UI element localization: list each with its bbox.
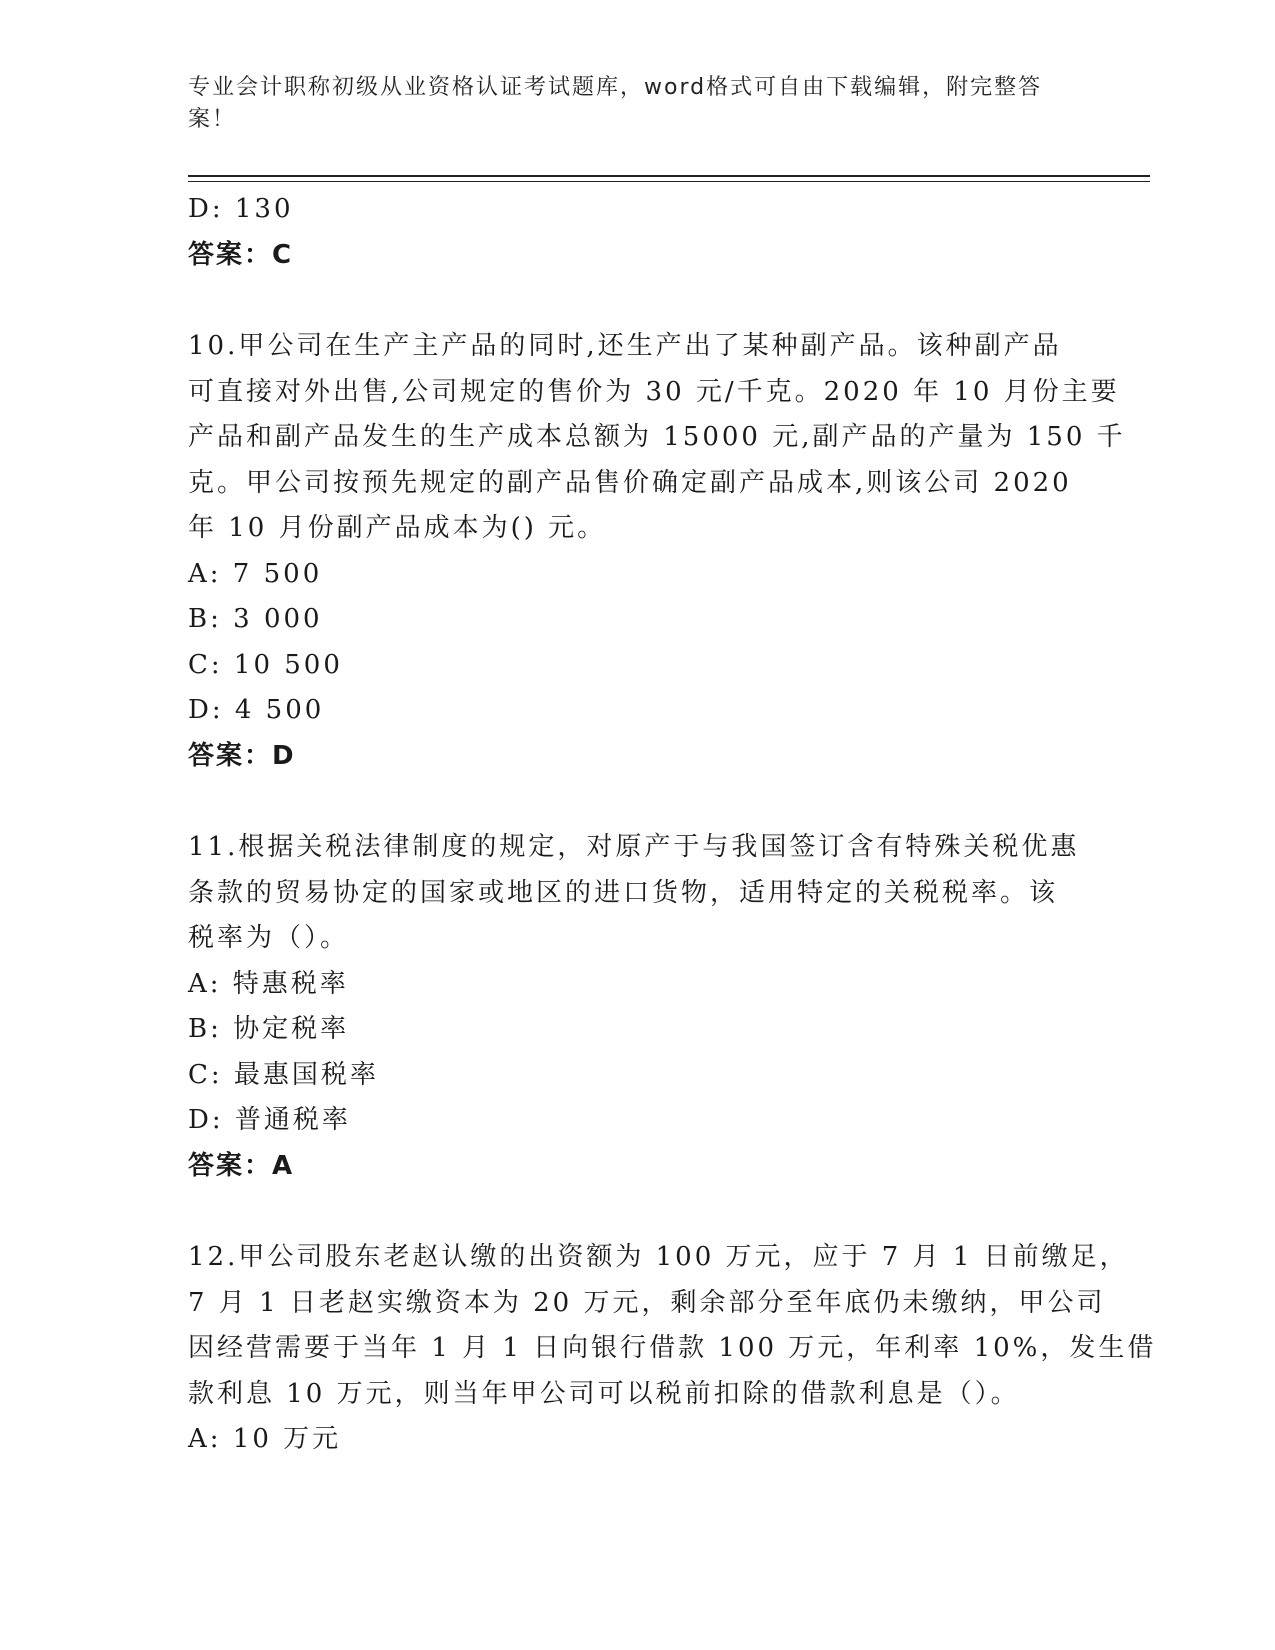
prev-option-d: D: 130 bbox=[188, 194, 294, 224]
spacer bbox=[188, 1189, 1088, 1235]
spacer bbox=[188, 779, 1088, 825]
question-11-option-b: B: 协定税率 bbox=[188, 1014, 350, 1044]
question-11-option-a: A: 特惠税率 bbox=[188, 968, 349, 999]
spacer bbox=[188, 278, 1088, 324]
question-12-line-2: 7 月 1 日老赵实缴资本为 20 万元，剩余部分至年底仍未缴纳，甲公司 bbox=[188, 1287, 1106, 1318]
question-11-answer: 答案：A bbox=[188, 1150, 295, 1181]
question-10-line-4: 克。甲公司按预先规定的副产品售价确定副产品成本,则该公司 2020 bbox=[188, 467, 1072, 498]
question-10-option-b: B: 3 000 bbox=[188, 604, 323, 634]
question-10-line-3: 产品和副产品发生的生产成本总额为 15000 元,副产品的产量为 150 千 bbox=[188, 422, 1126, 452]
question-11-line-3: 税率为（）。 bbox=[188, 923, 350, 953]
question-10-option-a: A: 7 500 bbox=[188, 558, 323, 589]
question-10 bbox=[188, 324, 1126, 779]
question-10-line-5: 年 10 月份副产品成本为() 元。 bbox=[188, 513, 607, 543]
question-12-line-4: 款利息 10 万元，则当年甲公司可以税前扣除的借款利息是（）。 bbox=[188, 1378, 1020, 1409]
question-11-line-1: 11.根据关税法律制度的规定，对原产于与我国签订含有特殊关税优惠 bbox=[188, 832, 1080, 862]
question-10-option-d: D: 4 500 bbox=[188, 695, 325, 725]
header-divider-thin bbox=[188, 181, 1150, 182]
question-12-line-3: 因经营需要于当年 1 月 1 日向银行借款 100 万元，年利率 10%，发生借 bbox=[188, 1333, 1157, 1363]
question-11-line-2: 条款的贸易协定的国家或地区的进口货物，适用特定的关税税率。该 bbox=[188, 877, 1059, 908]
question-10-line-2: 可直接对外出售,公司规定的售价为 30 元/千克。2020 年 10 月份主要 bbox=[188, 376, 1120, 407]
question-12-line-1: 12.甲公司股东老赵认缴的出资额为 100 万元，应于 7 月 1 日前缴足， bbox=[188, 1242, 1129, 1272]
question-12-option-a: A: 10 万元 bbox=[188, 1424, 342, 1454]
question-11 bbox=[188, 825, 1088, 1189]
question-content bbox=[188, 187, 1157, 1463]
header-divider-thick bbox=[188, 175, 1150, 177]
prev-answer: 答案：C bbox=[188, 239, 294, 270]
question-10-option-c: C: 10 500 bbox=[188, 649, 343, 680]
question-12 bbox=[188, 1235, 1157, 1463]
question-11-option-d: D: 普通税率 bbox=[188, 1105, 351, 1135]
question-10-line-1: 10.甲公司在生产主产品的同时,还生产出了某种副产品。该种副产品 bbox=[188, 331, 1062, 361]
page-header: 专业会计职称初级从业资格认证考试题库，word格式可自由下载编辑，附完整答案！ bbox=[188, 75, 1043, 132]
question-10-answer: 答案：D bbox=[188, 740, 296, 771]
question-11-option-c: C: 最惠国税率 bbox=[188, 1059, 379, 1090]
